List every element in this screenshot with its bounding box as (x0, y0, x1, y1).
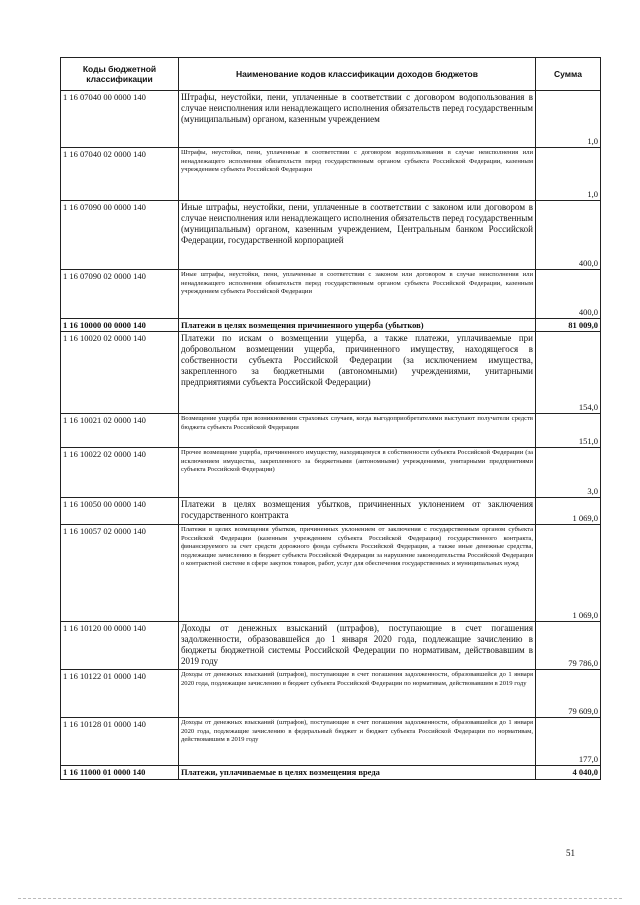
row-code: 1 16 10050 00 0000 140 (61, 498, 179, 525)
row-sum: 400,0 (536, 201, 601, 270)
row-code: 1 16 07040 02 0000 140 (61, 148, 179, 201)
table-row (61, 718, 601, 766)
table-row (61, 670, 601, 718)
header-code: Коды бюджетной классификации (61, 58, 179, 91)
row-code: 1 16 10020 02 0000 140 (61, 332, 179, 414)
row-sum: 154,0 (536, 332, 601, 414)
table-row (61, 319, 601, 332)
row-name (179, 201, 536, 270)
row-code: 1 16 10022 02 0000 140 (61, 448, 179, 498)
table-row (61, 332, 601, 414)
table-header-row (61, 58, 601, 91)
row-sum: 1 069,0 (536, 498, 601, 525)
row-name-text: Платежи в целях возмещения убытков, причиненных уклонением от заключения с государственным органом субъекта Российской Федерации (казенным учреждением субъекта Российской Федерации) государственного контракта, финансируемого за счет средств дорожного фонда субъекта Российской Федерации, а также иные денежные средства, подлежащие зачислению в бюджет субъекта Российской Федерации за нарушение законодательства Российской Федерации о контрактной системе в сфере закупок товаров, работ, услуг для обеспечения государственных и муниципальных нужд (181, 526, 533, 568)
header-name: Наименование кодов классификации доходов бюджетов (179, 58, 536, 91)
table-row (61, 148, 601, 201)
row-name-text: Доходы от денежных взысканий (штрафов), поступающие в счет погашения задолженности, образовавшейся до 1 января 2020 года, подлежащие зачислению в бюджет субъекта Российской Федерации по нормативам, действовавшим в 2019 году (181, 671, 533, 687)
table-row (61, 525, 601, 622)
row-sum: 1,0 (536, 148, 601, 201)
row-sum: 79 609,0 (536, 670, 601, 718)
table-body (61, 91, 601, 780)
table-row (61, 766, 601, 780)
row-sum: 151,0 (536, 414, 601, 448)
row-name (179, 766, 536, 780)
row-sum: 1,0 (536, 91, 601, 148)
row-name (179, 148, 536, 201)
row-name-text: Штрафы, неустойки, пени, уплаченные в соответствии с договором водопользования в случае неисполнения или ненадлежащего исполнения обязательств перед государственным органом субъекта Российской Федерации, казенным учреждением субъекта Российской Федерации (181, 149, 533, 174)
row-code: 1 16 10057 02 0000 140 (61, 525, 179, 622)
row-name (179, 498, 536, 525)
row-name (179, 414, 536, 448)
row-name-text: Платежи в целях возмещения убытков, причиненных уклонением от заключения государственного контракта (181, 499, 533, 520)
row-code: 1 16 10122 01 0000 140 (61, 670, 179, 718)
table-row (61, 201, 601, 270)
row-name (179, 319, 536, 332)
row-name (179, 91, 536, 148)
row-code: 1 16 11000 01 0000 140 (61, 766, 179, 780)
row-code: 1 16 10021 02 0000 140 (61, 414, 179, 448)
row-name (179, 270, 536, 319)
header-sum: Сумма (536, 58, 601, 91)
row-code: 1 16 07040 00 0000 140 (61, 91, 179, 148)
row-name (179, 670, 536, 718)
row-code: 1 16 07090 00 0000 140 (61, 201, 179, 270)
row-name-text: Доходы от денежных взысканий (штрафов), поступающие в счет погашения задолженности, образовавшейся до 1 января 2020 года, подлежащие зачислению в бюджеты бюджетной системы Российской Федерации по нормативам, действовавшим в 2019 году (181, 623, 533, 666)
row-name-text: Возмещение ущерба при возникновении страховых случаев, когда выгодоприобретателями выступают получатели средств бюджета субъекта Российской Федерации (181, 415, 533, 431)
row-code: 1 16 07090 02 0000 140 (61, 270, 179, 319)
row-name (179, 332, 536, 414)
table-row (61, 448, 601, 498)
row-code: 1 16 10128 01 0000 140 (61, 718, 179, 766)
table-row (61, 622, 601, 670)
revenue-classification-table (60, 57, 601, 780)
table-row (61, 270, 601, 319)
row-sum: 400,0 (536, 270, 601, 319)
row-name-text: Иные штрафы, неустойки, пени, уплаченные в соответствии с законом или договором в случае неисполнения или ненадлежащего исполнения обязательств перед государственным (муниципальным) органом, казенным учреждением, Центральным банком Российской Федерации, государственной корпорацией (181, 202, 533, 245)
row-name-text: Платежи по искам о возмещении ущерба, а также платежи, уплачиваемые при добровольном возмещении ущерба, причиненного имуществу, находящегося в собственности субъекта Российской Федерации (за исключением имущества, закрепленного за бюджетными (автономными) учреждениями, унитарными предприятиями субъекта Российской Федерации) (181, 333, 533, 387)
row-name (179, 448, 536, 498)
row-sum: 4 040,0 (536, 766, 601, 780)
row-sum: 3,0 (536, 448, 601, 498)
row-name-text: Платежи, уплачиваемые в целях возмещения вреда (181, 767, 380, 777)
page-number: 51 (566, 848, 575, 858)
table-row (61, 498, 601, 525)
row-name (179, 525, 536, 622)
row-name (179, 622, 536, 670)
row-sum: 81 009,0 (536, 319, 601, 332)
scan-edge-line (18, 898, 622, 899)
table-row (61, 91, 601, 148)
row-code: 1 16 10000 00 0000 140 (61, 319, 179, 332)
row-name-text: Иные штрафы, неустойки, пени, уплаченные в соответствии с законом или договором в случае неисполнения или ненадлежащего исполнения обязательств перед государственным органом субъекта Российской Федерации, казенным учреждением субъекта Российской Федерации (181, 271, 533, 296)
table-row (61, 414, 601, 448)
row-code: 1 16 10120 00 0000 140 (61, 622, 179, 670)
row-name-text: Штрафы, неустойки, пени, уплаченные в соответствии с договором водопользования в случае неисполнения или ненадлежащего исполнения обязательств перед государственным (муниципальным) органом, казенным учреждением (181, 92, 533, 124)
row-name-text: Прочее возмещение ущерба, причиненного имуществу, находящемуся в собственности субъекта Российской Федерации (за исключением имущества, закрепленного за бюджетными (автономными) учреждениями, унитарными предприятиями субъекта Российской Федерации) (181, 449, 533, 474)
row-sum: 1 069,0 (536, 525, 601, 622)
row-sum: 79 786,0 (536, 622, 601, 670)
row-name (179, 718, 536, 766)
row-name-text: Доходы от денежных взысканий (штрафов), поступающие в счет погашения задолженности, образовавшейся до 1 января 2020 года, подлежащие зачислению в федеральный бюджет и бюджет субъекта Российской Федерации по нормативам, действовавшим в 2019 году (181, 719, 533, 744)
row-sum: 177,0 (536, 718, 601, 766)
row-name-text: Платежи в целях возмещения причиненного ущерба (убытков) (181, 320, 424, 330)
